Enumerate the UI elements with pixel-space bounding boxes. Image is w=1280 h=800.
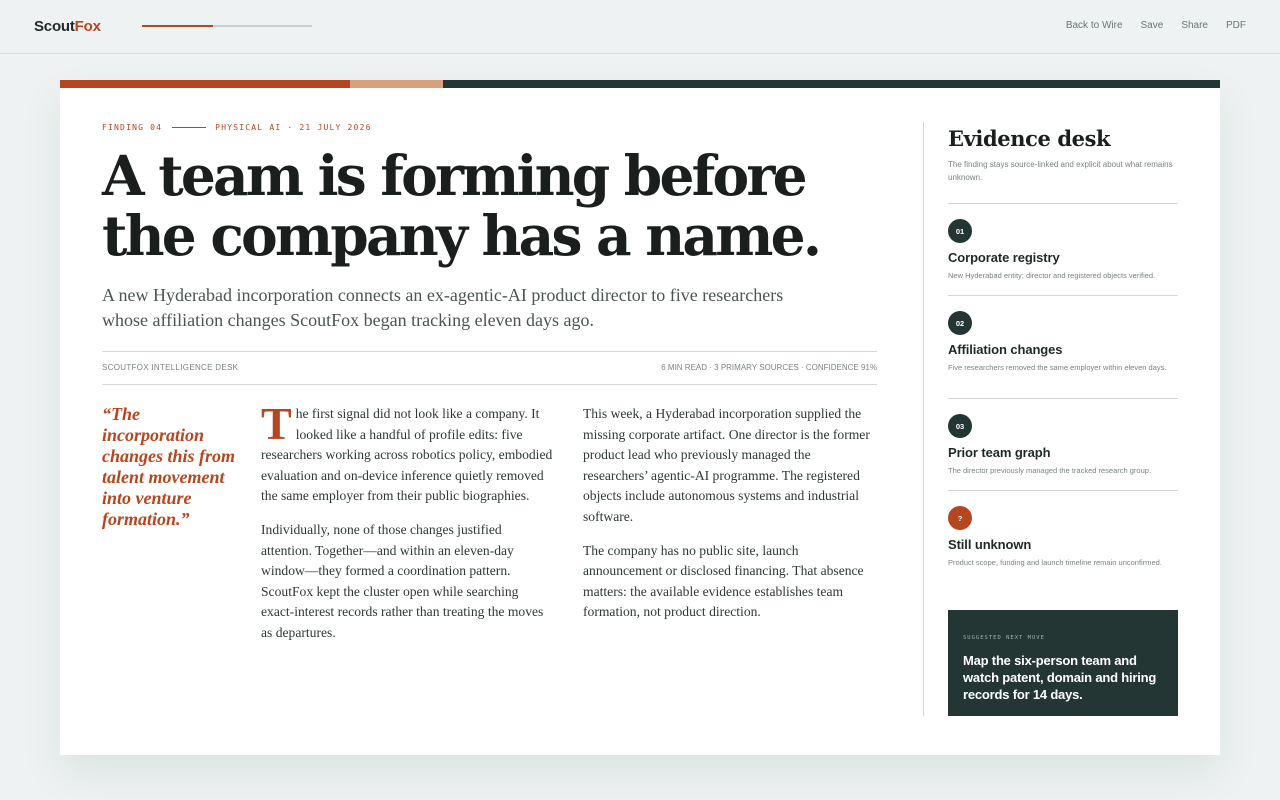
evidence-item-description: Five researchers removed the same employer within eleven days. bbox=[948, 363, 1167, 372]
article-headline: A team is forming before the company has a name. bbox=[102, 143, 820, 268]
article-column-1 bbox=[261, 398, 553, 657]
divider bbox=[102, 384, 877, 385]
divider bbox=[948, 295, 1178, 296]
article-kicker bbox=[102, 123, 372, 132]
back-to-wire-link[interactable]: Back to Wire bbox=[1065, 20, 1123, 31]
kicker-divider bbox=[172, 127, 206, 128]
divider bbox=[948, 203, 1178, 204]
article-card bbox=[60, 80, 1220, 755]
article-meta: 6 MIN READ · 3 PRIMARY SOURCES · CONFIDENCE 91% bbox=[661, 363, 877, 372]
kicker-finding: FINDING 04 bbox=[102, 123, 163, 132]
drop-cap: T bbox=[261, 398, 292, 449]
paragraph-1 bbox=[261, 398, 553, 507]
divider bbox=[102, 351, 877, 352]
pdf-button[interactable]: PDF bbox=[1226, 20, 1246, 31]
reading-progress-bar bbox=[142, 25, 312, 27]
divider bbox=[948, 490, 1178, 491]
paragraph-3: This week, a Hyderabad incorporation supplied the missing corporate artifact. One director is the former product lead who previously managed the researchers’ agentic-AI programme. The registered objects include autonomous systems and industrial software. bbox=[583, 406, 870, 524]
paragraph-2: Individually, none of those changes justified attention. Together—and within an eleven-day window—they formed a coordination pattern. ScoutFox kept the cluster open while searching exact-interest records rather than treating the moves as departures. bbox=[261, 521, 544, 640]
next-move-text: Map the six-person team and watch patent, domain and hiring records for 14 days. bbox=[963, 653, 1157, 702]
suggested-next-move-panel[interactable] bbox=[948, 610, 1178, 716]
evidence-item-description: The director previously managed the tracked research group. bbox=[948, 466, 1152, 475]
share-button[interactable]: Share bbox=[1181, 20, 1208, 31]
paragraph-4: The company has no public site, launch announcement or disclosed financing. That absence matters: the available evidence establishes team formation, not product direction. bbox=[583, 542, 864, 620]
divider bbox=[948, 398, 1178, 399]
reading-progress-fill bbox=[142, 25, 213, 27]
evidence-item-title: Corporate registry bbox=[948, 250, 1060, 265]
evidence-number-badge: 02 bbox=[948, 311, 972, 335]
next-move-label: SUGGESTED NEXT MOVE bbox=[963, 635, 1045, 641]
kicker-section-date: PHYSICAL AI · 21 JULY 2026 bbox=[215, 123, 372, 132]
article-byline: SCOUTFOX INTELLIGENCE DESK bbox=[102, 363, 239, 372]
color-stripe-light bbox=[350, 80, 443, 88]
evidence-item-description: Product scope, funding and launch timeline remain unconfirmed. bbox=[948, 558, 1162, 567]
paragraph-1-text: he first signal did not look like a company. It looked like a handful of profile edits: five researchers working across robotics policy, embodied evaluation and on-device inference quietly removed the same employer from their public biographies. bbox=[261, 406, 553, 504]
evidence-desk-subtitle: The finding stays source-linked and explicit about what remains unknown. bbox=[948, 160, 1173, 182]
brand-name-part1: Scout bbox=[34, 18, 75, 35]
evidence-item-title: Still unknown bbox=[948, 537, 1032, 552]
evidence-number-badge: 03 bbox=[948, 414, 972, 438]
brand-logo[interactable] bbox=[34, 18, 101, 35]
sidebar-divider bbox=[923, 122, 924, 716]
color-stripe-accent bbox=[60, 80, 350, 88]
pull-quote: “The incorporation changes this from talent movement into venture formation.” bbox=[102, 404, 236, 529]
save-button[interactable]: Save bbox=[1140, 20, 1164, 31]
color-stripe-dark bbox=[443, 80, 1220, 88]
top-bar bbox=[0, 0, 1280, 54]
article-dek: A new Hyderabad incorporation connects an ex-agentic-AI product director to five researchers whose affiliation changes ScoutFox began tracking eleven days ago. bbox=[102, 285, 784, 330]
evidence-item-description: New Hyderabad entity; director and registered objects verified. bbox=[948, 271, 1156, 280]
evidence-desk-title: Evidence desk bbox=[948, 126, 1111, 151]
brand-name-part2: Fox bbox=[74, 18, 101, 35]
article-column-2 bbox=[583, 404, 875, 636]
evidence-item-title: Affiliation changes bbox=[948, 342, 1063, 357]
evidence-number-badge: 01 bbox=[948, 219, 972, 243]
question-mark-badge: ? bbox=[948, 506, 972, 530]
top-nav bbox=[1048, 20, 1246, 31]
evidence-item-title: Prior team graph bbox=[948, 445, 1051, 460]
